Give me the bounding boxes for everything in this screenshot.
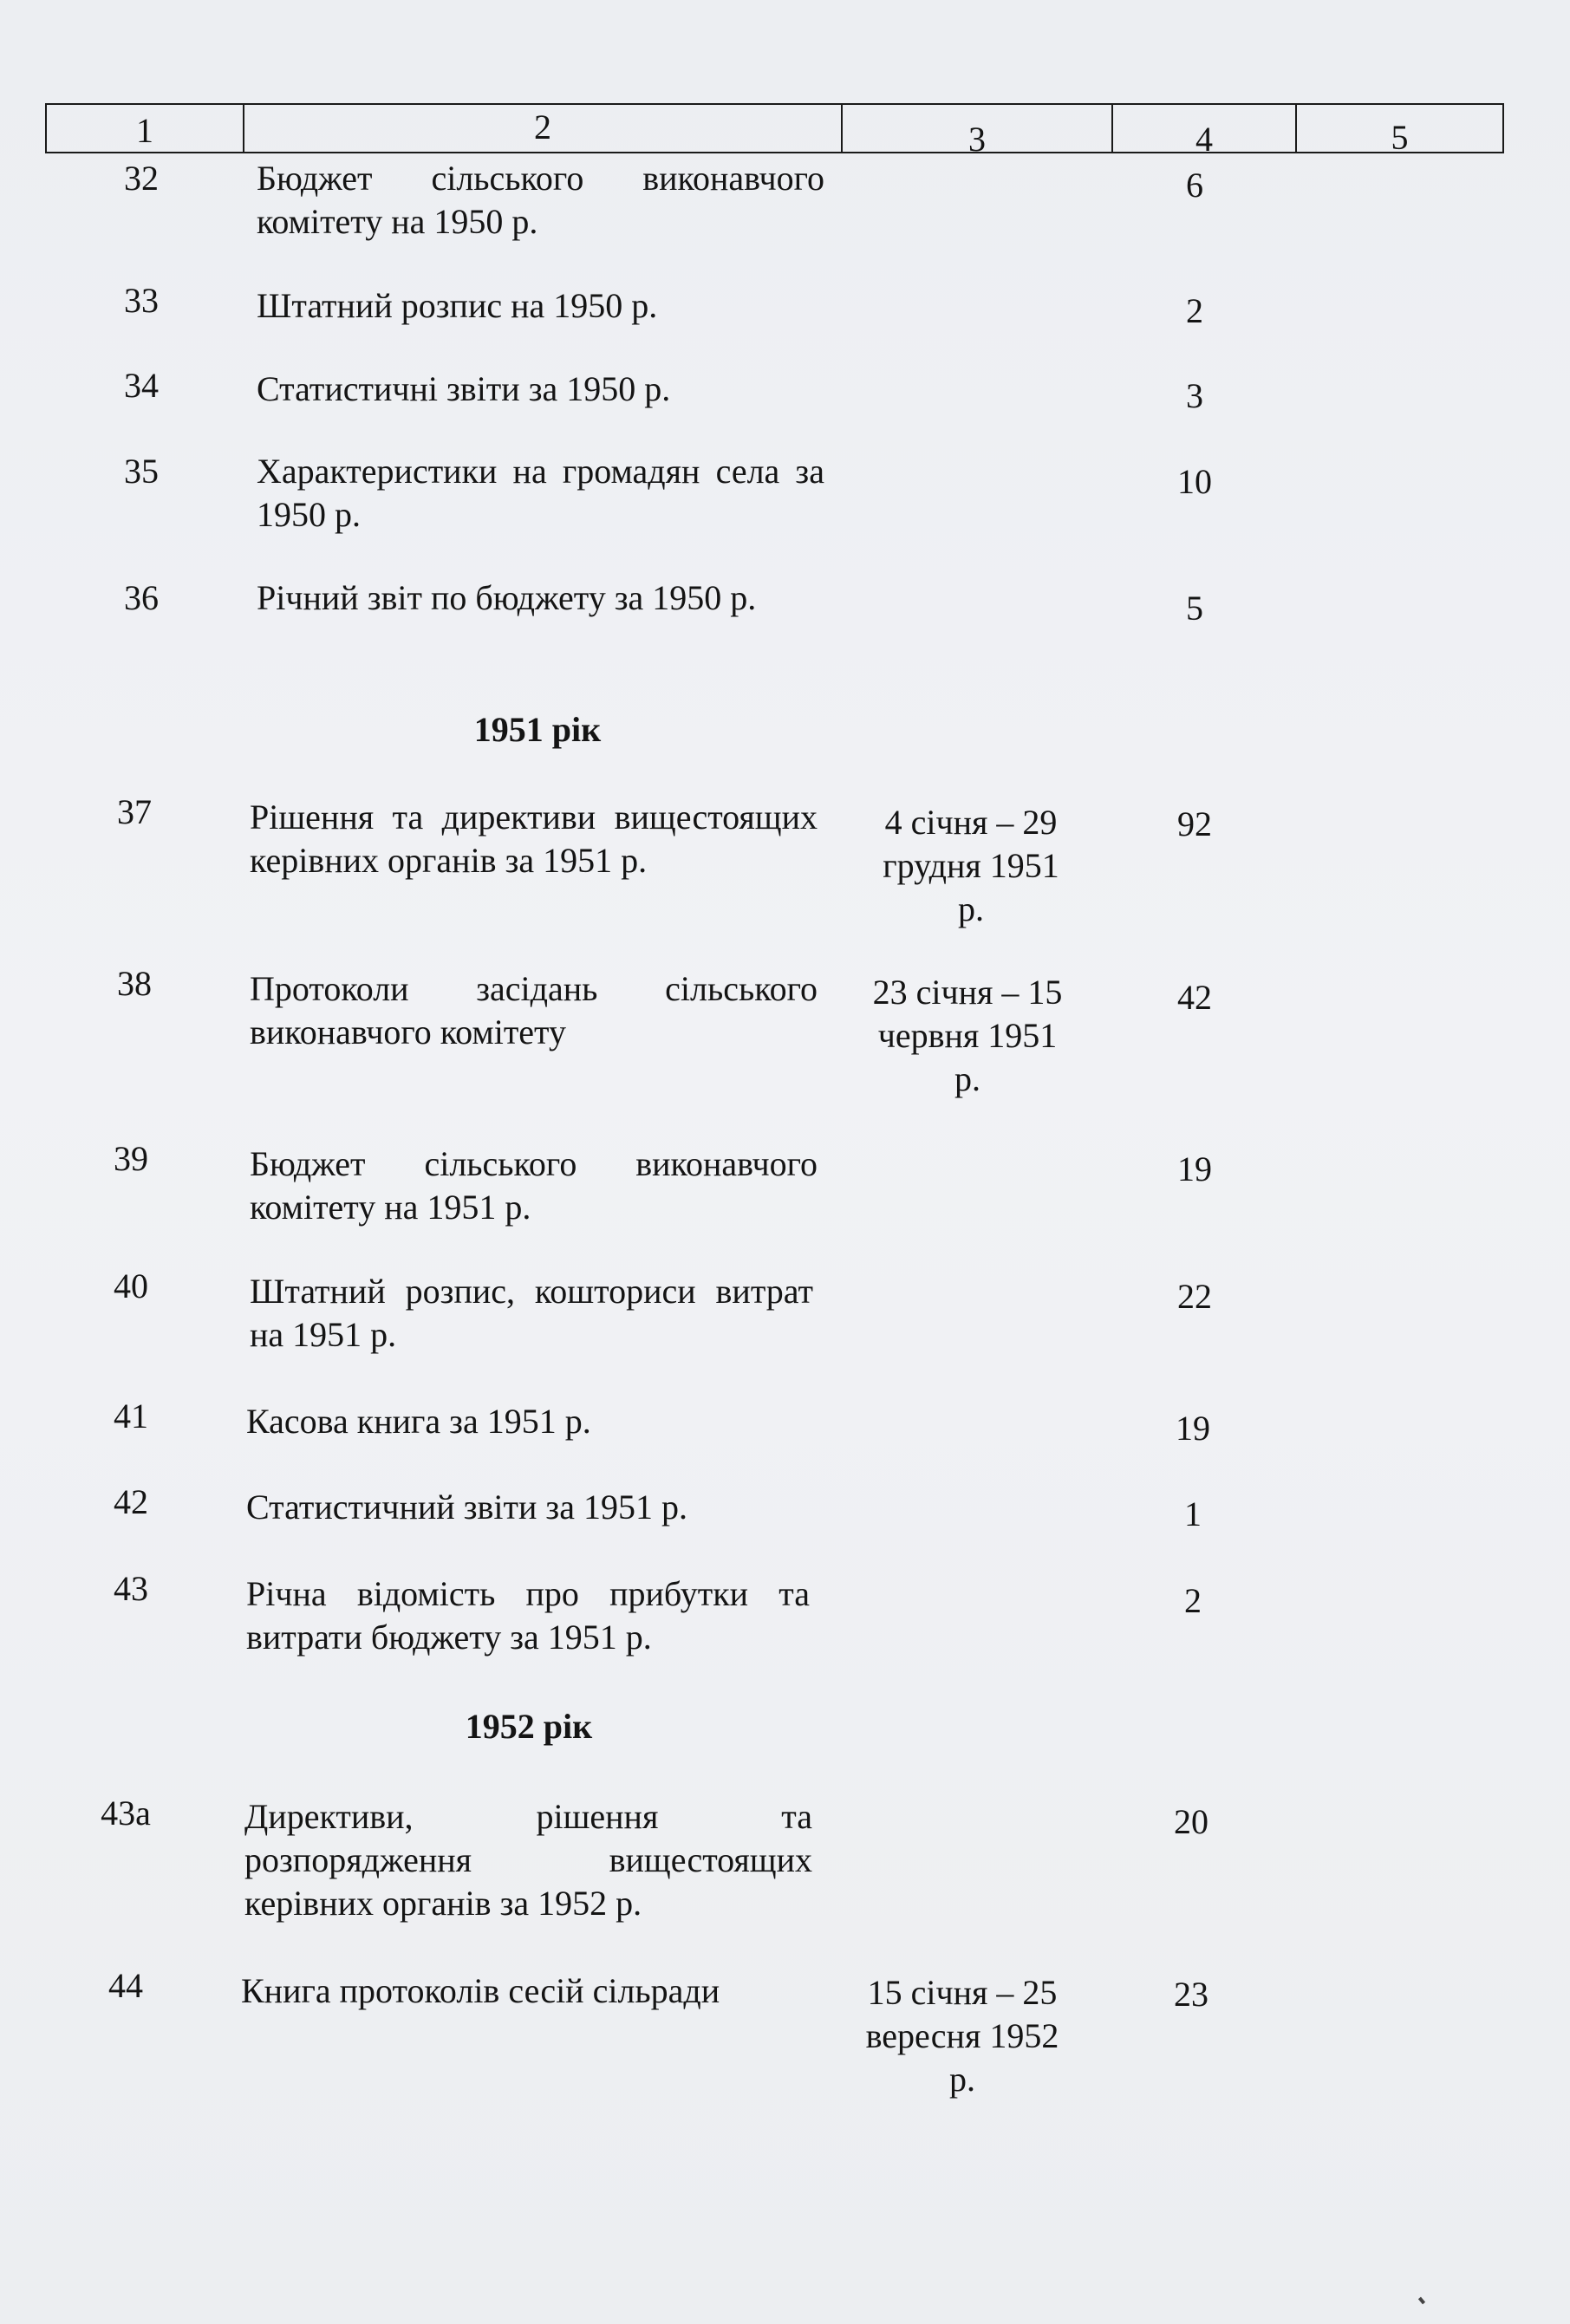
row-title: Штатний розпис, кошториси витрат на 1951 р. bbox=[250, 1272, 813, 1354]
row-count: 3 bbox=[1186, 376, 1203, 415]
row-number: 43а bbox=[101, 1793, 151, 1833]
row-count: 2 bbox=[1184, 1581, 1202, 1620]
row-dates: 23 січня – 15 червня 1951 р. bbox=[872, 973, 1063, 1098]
row-count: 23 bbox=[1174, 1975, 1208, 2014]
row-title: Статистичні звіти за 1950 р. bbox=[257, 369, 671, 408]
row-dates: 15 січня – 25 вересня 1952 р. bbox=[865, 1973, 1059, 2099]
row-number: 42 bbox=[114, 1482, 148, 1521]
row-number: 39 bbox=[114, 1139, 148, 1178]
row-title: Протоколи засідань сільського виконавчого комітету bbox=[250, 969, 818, 1051]
header-col-4: 4 bbox=[1113, 105, 1297, 152]
row-count: 5 bbox=[1186, 589, 1203, 628]
row-count: 2 bbox=[1186, 291, 1203, 330]
row-title: Бюджет сільського виконавчого комітету на 1951 р. bbox=[250, 1144, 818, 1227]
year-heading: 1951 рік bbox=[473, 710, 602, 749]
row-title: Бюджет сільського виконавчого комітету на 1950 р. bbox=[257, 159, 824, 241]
row-count: 42 bbox=[1177, 978, 1212, 1017]
row-count: 20 bbox=[1174, 1802, 1208, 1841]
row-title: Штатний розпис на 1950 р. bbox=[257, 286, 658, 325]
table-header bbox=[45, 103, 1504, 159]
row-title: Книга протоколів сесій сільради bbox=[241, 1971, 720, 2010]
row-title: Річна відомість про прибутки та витрати бюджету за 1951 р. bbox=[246, 1574, 810, 1657]
row-number: 38 bbox=[117, 964, 152, 1003]
row-count: 6 bbox=[1186, 166, 1203, 205]
row-title: Директиви, рішення та розпорядження вищестоящих керівних органів за 1952 р. bbox=[244, 1797, 812, 1923]
header-col-1: 1 bbox=[47, 105, 244, 152]
row-title: Рішення та директиви вищестоящих керівних органів за 1951 р. bbox=[250, 797, 818, 880]
row-number: 35 bbox=[124, 452, 159, 491]
header-col-3: 3 bbox=[843, 105, 1113, 152]
row-number: 36 bbox=[124, 578, 159, 617]
row-number: 43 bbox=[114, 1569, 148, 1608]
row-number: 33 bbox=[124, 281, 159, 320]
row-dates: 4 січня – 29 грудня 1951 р. bbox=[883, 803, 1059, 928]
header-col-2: 2 bbox=[244, 105, 843, 152]
row-count: 1 bbox=[1184, 1494, 1202, 1533]
row-number: 32 bbox=[124, 159, 159, 198]
row-number: 41 bbox=[114, 1396, 148, 1435]
row-number: 34 bbox=[124, 366, 159, 405]
row-title: Статистичний звіти за 1951 р. bbox=[246, 1487, 687, 1527]
row-number: 40 bbox=[114, 1266, 148, 1305]
ink-mark bbox=[1418, 2297, 1425, 2305]
row-title: Річний звіт по бюджету за 1950 р. bbox=[257, 578, 757, 617]
row-title: Характеристики на громадян села за 1950 р. bbox=[257, 452, 824, 534]
row-count: 22 bbox=[1177, 1277, 1212, 1316]
header-col-5: 5 bbox=[1391, 118, 1409, 157]
row-count: 92 bbox=[1177, 804, 1212, 843]
year-heading: 1952 рік bbox=[465, 1707, 593, 1746]
row-title: Касова книга за 1951 р. bbox=[246, 1402, 591, 1441]
row-number: 37 bbox=[117, 792, 152, 831]
row-count: 19 bbox=[1176, 1409, 1210, 1448]
row-count: 19 bbox=[1177, 1149, 1212, 1188]
row-count: 10 bbox=[1177, 462, 1212, 501]
row-number: 44 bbox=[108, 1966, 143, 2005]
